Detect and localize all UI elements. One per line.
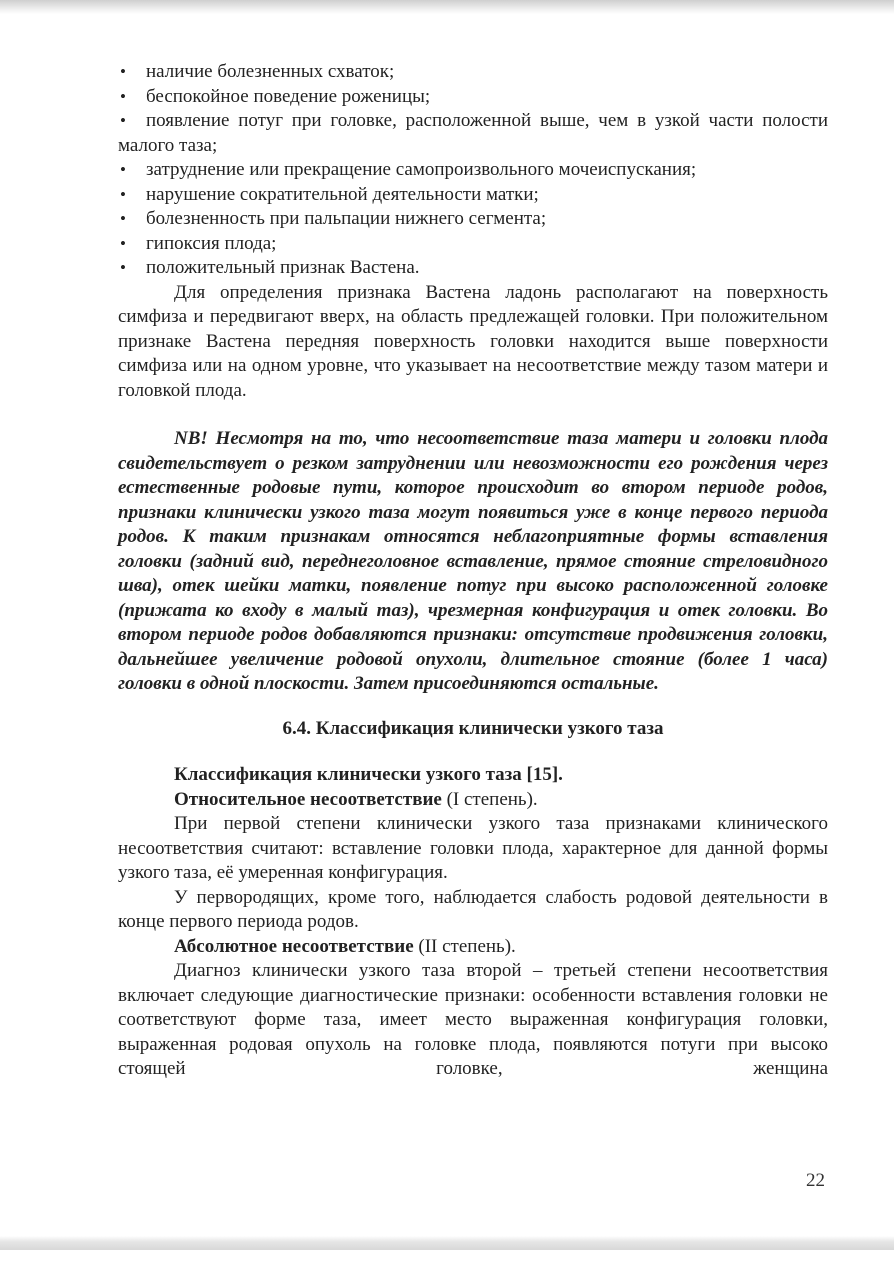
list-item: • беспокойное поведение роженицы; xyxy=(118,85,828,110)
absolute-paragraph: Диагноз клинически узкого таза второй – третьей степени несоответствия включает следующие диагностические признаки: особенности вставления головки не соответствуют форме таза, имеет место выраженная конфигурация головки, выраженная родовая опухоль на головке плода, появляются потуги при высоко стоящей головке, женщина xyxy=(118,960,828,1079)
vasten-paragraph: Для определения признака Вастена ладонь располагают на поверхность симфиза и передвигают вверх, на область предлежащей головки. При положительном признаке Вастена передняя поверхность головки находится выше поверхности симфиза или на одном уровне, что указывает на несоответствие между тазом матери и головкой плода. xyxy=(118,281,828,401)
list-item: • гипоксия плода; xyxy=(118,232,828,257)
section-heading: 6.4. Классификация клинически узкого таза xyxy=(282,717,664,739)
bullet-icon: • xyxy=(120,62,126,81)
bullet-icon: • xyxy=(120,111,126,130)
list-item: • наличие болезненных схваток; xyxy=(118,60,828,85)
relative-degree: (I степень). xyxy=(441,788,538,810)
list-item: • появление потуг при головке, расположенной выше, чем в узкой части полости малого таза; xyxy=(118,110,828,156)
relative-heading xyxy=(118,788,828,813)
absolute-heading xyxy=(118,935,828,960)
symptom-list xyxy=(118,60,828,281)
nb-text: Несмотря на то, что несоответствие таза матери и головки плода свидетельствует о резком затруднении или невозможности его рождения через естественные родовые пути, которое происходит во втором периоде родов, признаки клинически узкого таза могут появиться уже в конце первого периода родов. К таким признакам относятся неблагоприятные формы вставления головки (задний вид, переднеголовное вставление, прямое стояние стреловидного шва), отек шейки матки, появление потуг при высоко расположенной головке (прижата ко входу в малый таз), чрезмерная конфигурация и отек головки. Во втором периоде родов добавляются признаки: отсутствие продвижения головки, дальнейшее увеличение родовой опухоли, длительное стояние (более 1 часа) головки в одной плоскости. Затем присоединяются остальные. xyxy=(118,428,828,694)
bullet-icon: • xyxy=(120,233,126,253)
bullet-icon: • xyxy=(120,184,126,204)
classification-title: Классификация клинически узкого таза [15]. xyxy=(174,764,563,785)
page-number: 22 xyxy=(806,1170,825,1191)
absolute-degree: (II степень). xyxy=(413,935,516,957)
scan-edge-bottom xyxy=(0,1236,894,1250)
list-item: • болезненность при пальпации нижнего сегмента; xyxy=(118,207,828,232)
nb-note xyxy=(118,427,828,697)
bullet-icon: • xyxy=(120,160,126,179)
absolute-label: Абсолютное несоответствие xyxy=(174,935,414,957)
relative-label: Относительное несоответствие xyxy=(174,788,442,810)
scan-edge-top xyxy=(0,0,894,14)
page-content xyxy=(118,60,828,1082)
list-item: • затруднение или прекращение самопроизвольного мочеиспускания; xyxy=(118,158,828,183)
relative-paragraph-1: При первой степени клинически узкого таза признаками клинического несоответствия считают: вставление головки плода, характерное для данной формы узкого таза, её умеренная конфигурация. xyxy=(118,813,828,883)
nb-label: NB! xyxy=(174,428,208,449)
list-item: • нарушение сократительной деятельности матки; xyxy=(118,183,828,208)
bullet-icon: • xyxy=(120,258,126,277)
list-item: • положительный признак Вастена. xyxy=(118,256,828,281)
bullet-icon: • xyxy=(120,209,126,228)
relative-paragraph-2: У первородящих, кроме того, наблюдается слабость родовой деятельности в конце первого периода родов. xyxy=(118,886,828,932)
bullet-icon: • xyxy=(120,86,126,106)
